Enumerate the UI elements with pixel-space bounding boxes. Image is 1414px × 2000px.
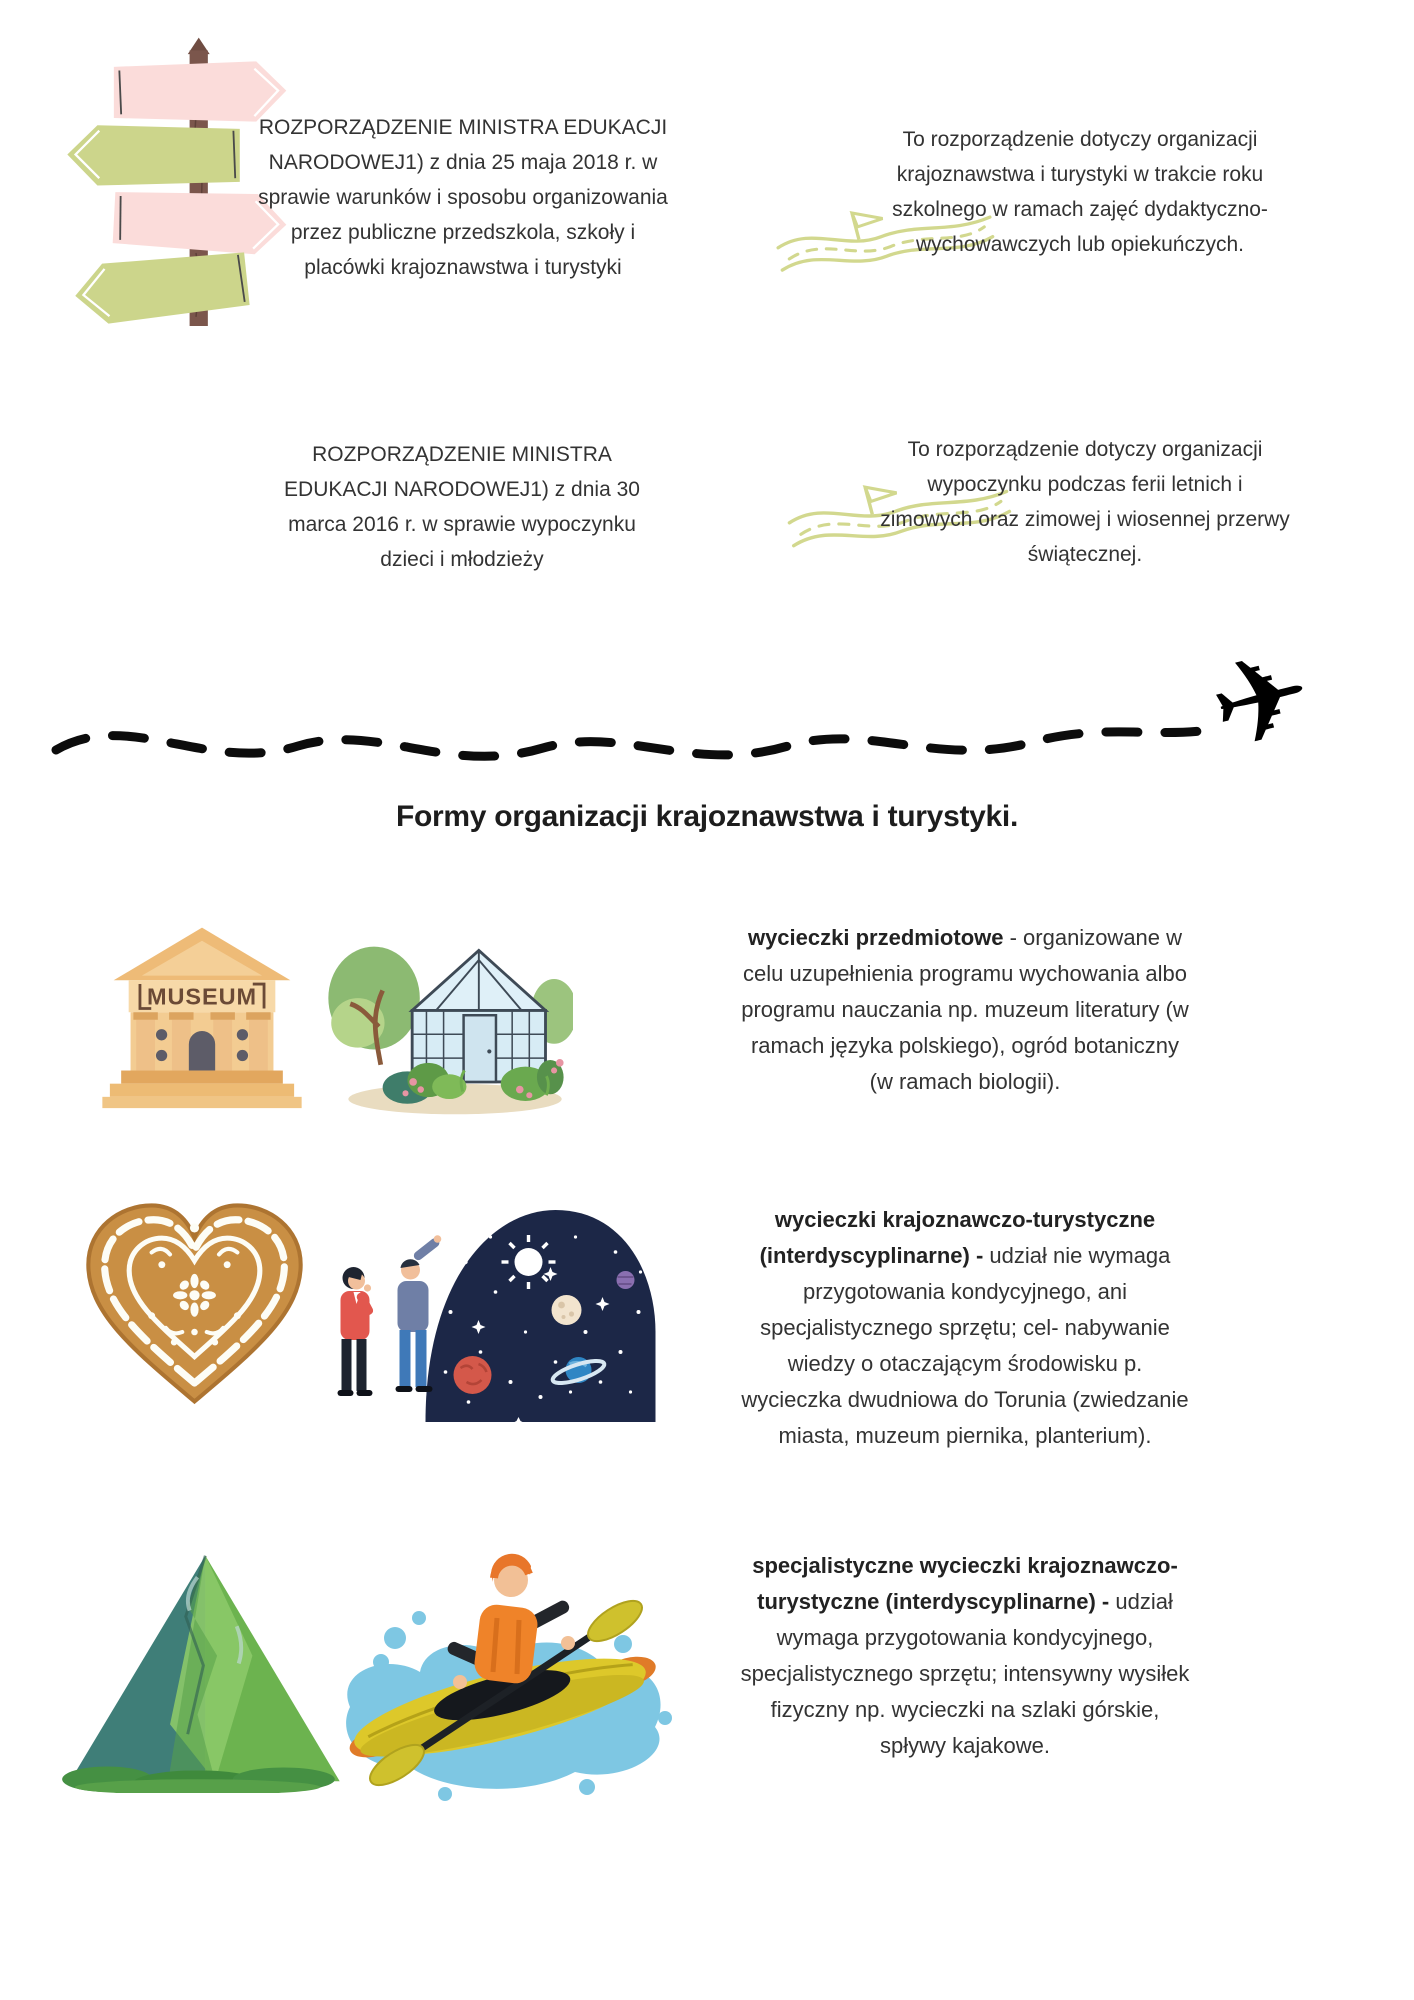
airplane-icon: ✈ xyxy=(1197,625,1326,777)
dashed-flight-path xyxy=(48,688,1228,788)
section-heading: Formy organizacji krajoznawstwa i turystyki. xyxy=(395,800,1018,833)
item-3-term: specjalistyczne wycieczki krajoznawczo-turystyczne (interdyscyplinarne) - xyxy=(752,1553,1178,1614)
greenhouse-icon xyxy=(318,920,573,1120)
planetarium-dome xyxy=(426,1210,656,1422)
regulation-2-description: To rozporządzenie dotyczy organizacji wypoczynku podczas ferii letnich i zimowych oraz zimowej i wiosennej przerwy świątecznej. xyxy=(880,438,1290,566)
item-2-term: wycieczki krajoznawczo-turystyczne (interdyscyplinarne) - xyxy=(759,1207,1156,1268)
item-1-term: wycieczki przedmiotowe xyxy=(747,925,1004,950)
item-2-description xyxy=(740,1202,1190,1454)
regulation-2-title: ROZPORZĄDZENIE MINISTRA EDUKACJI NARODOWEJ1) z dnia 30 marca 2016 r. w sprawie wypoczynku dzieci i młodzieży xyxy=(284,443,640,571)
planetarium-icon xyxy=(318,1192,668,1437)
museum-sign-label: MUSEUM xyxy=(146,983,258,1010)
kayak-icon xyxy=(325,1522,675,1812)
red-planet xyxy=(454,1356,492,1394)
item-1-description xyxy=(740,920,1190,1100)
purple-planet xyxy=(617,1271,635,1289)
moon xyxy=(552,1295,582,1325)
sign-arrow-2 xyxy=(67,125,239,185)
mountain-icon xyxy=(50,1538,345,1793)
museum-door xyxy=(189,1031,215,1070)
regulation-1-description: To rozporządzenie dotyczy organizacji krajoznawstwa i turystyki w trakcie roku szkolnego w ramach zajęć dydaktyczno-wychowawczych lub opiekuńczych. xyxy=(892,128,1268,256)
item-2-rest: udział nie wymaga przygotowania kondycyjnego, ani specjalistycznego sprzętu; cel- nabywanie wiedzy o otaczającym środowisku p. wycieczka dwudniowa do Torunia (zwiedzanie miasta, muzeum piernika, planterium). xyxy=(741,1243,1189,1448)
item-3-rest: udział wymaga przygotowania kondycyjnego, specjalistycznego sprzętu; intensywny wysiłek fizyczny np. wycieczki na szlaki górskie, spływy kajakowe. xyxy=(740,1589,1190,1758)
item-1-rest: - organizowane w celu uzupełnienia programu wychowania albo programu nauczania np. muzeum literatury (w ramach języka polskiego), ogród botaniczny (w ramach biologii). xyxy=(741,925,1189,1094)
sign-arrow-4 xyxy=(72,249,250,326)
woman-figure xyxy=(338,1267,375,1396)
regulation-1-title: ROZPORZĄDZENIE MINISTRA EDUKACJI NARODOWEJ1) z dnia 25 maja 2018 r. w sprawie warunków i sposobu organizowania przez publiczne przedszkola, szkoły i placówki krajoznawstwa i turystyki xyxy=(258,116,668,279)
museum-icon xyxy=(88,922,316,1110)
item-3-description xyxy=(740,1548,1190,1764)
gingerbread-heart-icon xyxy=(72,1188,317,1423)
